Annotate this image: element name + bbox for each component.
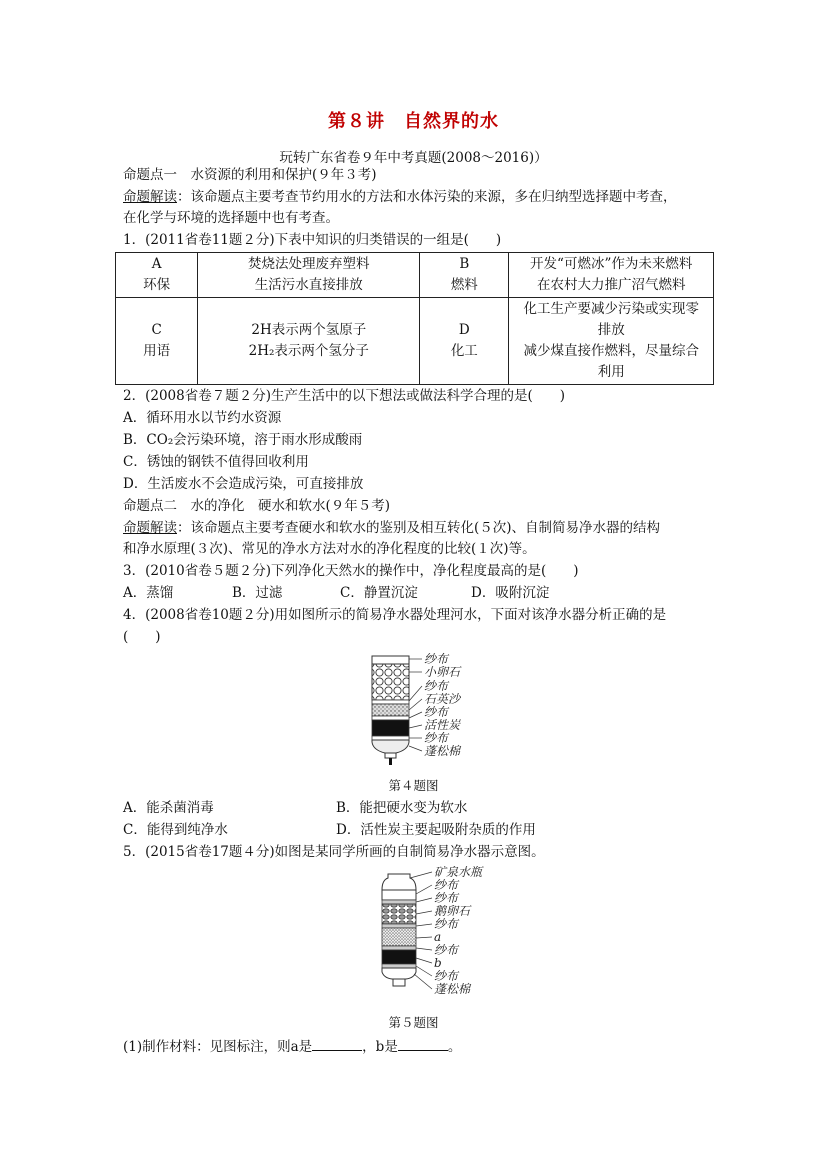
table-cell: D 化工 [420, 298, 509, 385]
q3-option-b: B．过滤 [232, 585, 283, 601]
bottle-body [382, 874, 416, 986]
figure-label: 纱布 [434, 943, 459, 957]
topic1-heading: 命题点一 水资源的利用和保护(９年３考) [123, 167, 377, 183]
table-cell: 2H表示两个氢原子 2H₂表示两个氢分子 [198, 298, 420, 385]
figure-label: 纱布 [424, 679, 449, 693]
topic1-analysis-cont: 在化学与环境的选择题中也有考查。 [123, 210, 339, 226]
q4-caption: 第４题图 [388, 778, 439, 793]
figure-label: 活性炭 [424, 718, 461, 732]
q5-caption: 第５题图 [388, 1015, 439, 1030]
q5-sub1-text-a: (1)制作材料：见图标注，则a是 [123, 1039, 313, 1055]
figure-label: 纱布 [434, 917, 459, 931]
q4-purifier-figure [366, 650, 476, 770]
table-row [116, 253, 714, 298]
q5-sub1-text-b: ，b是 [362, 1039, 398, 1055]
figure-leader-lines [409, 659, 422, 751]
q2-option-b: B．CO₂会污染环境，溶于雨水形成酸雨 [123, 432, 363, 448]
q4-stem: 4．(2008省卷10题２分)用如图所示的简易净水器处理河水，下面对该净水器分析正确的是 [123, 607, 667, 623]
analysis-label: 命题解读 [123, 520, 177, 536]
page-subtitle: 玩转广东省卷９年中考真题(2008～2016)） [279, 150, 548, 166]
q3-option-d: D．吸附沉淀 [471, 585, 550, 601]
q4-option-d: D．活性炭主要起吸附杂质的作用 [336, 822, 536, 838]
figure-label: 纱布 [424, 731, 449, 745]
q2-option-a: A．循环用水以节约水资源 [123, 410, 282, 426]
table-cell: 开发“可燃冰”作为未来燃料 在农村大力推广沼气燃料 [509, 253, 714, 298]
bottle-body [372, 656, 409, 765]
q4-option-b: B．能把硬水变为软水 [336, 800, 468, 816]
q2-option-d: D．生活废水不会造成污染，可直接排放 [123, 476, 364, 492]
figure-label: 纱布 [434, 891, 459, 905]
q3-option-a: A．蒸馏 [123, 585, 174, 601]
q1-table [115, 252, 714, 385]
analysis-label: 命题解读 [123, 189, 177, 205]
q4-option-a: A．能杀菌消毒 [123, 800, 214, 816]
analysis-text: ：该命题点主要考查硬水和软水的鉴别及相互转化(５次)、自制简易净水器的结构 [177, 520, 661, 536]
figure-label: b [434, 956, 442, 970]
topic2-analysis-cont: 和净水原理(３次)、常见的净水方法对水的净化程度的比较(１次)等。 [123, 541, 536, 557]
figure-label: 石英沙 [424, 692, 461, 706]
table-cell: C 用语 [116, 298, 198, 385]
topic2-analysis [123, 518, 660, 538]
topic2-heading: 命题点二 水的净化 硬水和软水(９年５考) [123, 498, 391, 514]
table-row [116, 298, 714, 385]
page-title: 第８讲 自然界的水 [328, 111, 499, 132]
q1-stem: 1．(2011省卷11题２分)下表中知识的归类错误的一组是( ) [123, 232, 502, 248]
topic1-analysis [123, 187, 677, 207]
figure-label: 纱布 [424, 705, 449, 719]
q2-option-c: C．锈蚀的钢铁不值得回收利用 [123, 454, 309, 470]
figure-label: 小卵石 [424, 665, 461, 679]
q4-stem-paren: ( ) [123, 629, 161, 645]
q5-stem: 5．(2015省卷17题４分)如图是某同学所画的自制简易净水器示意图。 [123, 844, 545, 860]
figure-label: 矿泉水瓶 [434, 866, 483, 879]
answer-blank-a[interactable] [312, 1036, 362, 1051]
q2-stem: 2．(2008省卷７题２分)生产生活中的以下想法或做法科学合理的是( ) [123, 388, 566, 404]
figure-labels [434, 866, 484, 996]
q3-stem: 3．(2010省卷５题２分)下列净化天然水的操作中，净化程度最高的是( ) [123, 563, 579, 579]
q5-sub1-text-c: 。 [447, 1039, 462, 1055]
answer-blank-b[interactable] [398, 1036, 448, 1051]
figure-label: 纱布 [434, 878, 459, 892]
q5-sub1 [123, 1036, 461, 1057]
figure-label: 纱布 [434, 969, 459, 983]
table-cell: B 燃料 [420, 253, 509, 298]
q4-option-c: C．能得到纯净水 [123, 822, 228, 838]
q5-purifier-figure [374, 866, 484, 1004]
figure-label: 鹅卵石 [434, 904, 471, 918]
table-cell: 化工生产要减少污染或实现零 排放 减少煤直接作燃料，尽量综合 利用 [509, 298, 714, 385]
table-cell: 焚烧法处理废弃塑料 生活污水直接排放 [198, 253, 420, 298]
q3-option-c: C．静置沉淀 [340, 585, 418, 601]
analysis-text: ：该命题点主要考查节约用水的方法和水体污染的来源，多在归纳型选择题中考查， [177, 189, 677, 205]
figure-label: 纱布 [424, 652, 449, 666]
figure-label: a [434, 930, 442, 944]
figure-label: 蓬松棉 [434, 982, 471, 996]
table-cell: A 环保 [116, 253, 198, 298]
figure-label: 蓬松棉 [424, 744, 461, 758]
figure-labels [424, 652, 462, 758]
